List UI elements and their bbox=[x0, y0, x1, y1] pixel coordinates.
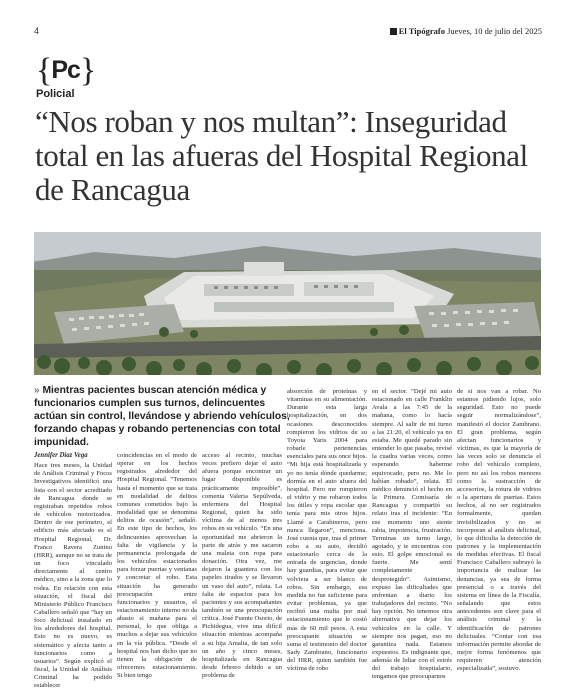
lead-arrow: » bbox=[34, 385, 40, 396]
section-name: Policial bbox=[36, 88, 75, 100]
brace-open: { bbox=[36, 52, 52, 89]
column-text-5: en el sector. “Dejé mi auto estacionado en calle Franklin Avala a las 7:45 de la mañana, como lo hacía siempre. Al salir de mi turno a las 21:20, el vehículo ya no estaba. Me quedé parado sin entender lo que pasaba, revisé la cuadra varias veces, como esperando haberme equivocado, pero no. Me lo habían robado”, relata. El médico denunció el hecho en la Primera Comisaría de Rancagua y compartió su relato tras el incidente: “En ese momento uno siente rabia, impotencia, frustración. Terminas un turno largo, agotado, y te encuentras con esto. El golpe emocional es fuerte. Me sentí completamente desprotegido”. Asimismo, expuso las dificultades que enfrentan a diario los trabajadores del recinto. “No hay opción. No tenemos otra alternativa que dejar los vehículos en la calle. Y siempre nos pagan, eso no garantiza nada. Estamos expuestos. Es indignante que, además de lidiar con el estrés del trabajo hospitalario, tengamos que preocuparnos bbox=[372, 388, 452, 681]
article-column-3 bbox=[202, 452, 282, 680]
column-text-4: absorción de proteínas y vitaminas en su alimentación. Durante esta larga hospitalización, en dos ocasiones desconocidos rompieron los vidrios de su Toyota Yaris 2004 para robarle pertenencias esenciales para sus once hijos. “Mi hija está hospitalizada y yo no tenía dónde quedarme; dormía en el auto afuera del hospital. Pero me rompieron el vidrio y me robaron todos los útiles y ropa escolar que tenía para mis otros hijos. Llamé a Carabineros, pero nunca llegaron”, menciona. José cuenta que, tras el primer robo a su auto, decidió estacionarlo cerca de la entrada de urgencias, donde hay guardias, para evitar que volviera a ser blanco de robos. Sin embargo, esa medida no fue suficiente para evitar problemas, ya que recibió una multa por mal estacionamiento que le costó más de 60 mil pesos. A esta preocupante situación se suma el testimonio del doctor Sady Zambrano, funcionario del HRR, quien también fue víctima de robo bbox=[287, 388, 368, 673]
byline: Jennifer Díaz Vega bbox=[34, 452, 88, 459]
article-column-2 bbox=[117, 452, 197, 680]
newspaper-logo-icon bbox=[390, 28, 397, 35]
article-headline: “Nos roban y nos multan”: Inseguridad total en las afueras del Hospital Regional de Rancagua bbox=[35, 104, 528, 207]
hospital-aerial-photo bbox=[34, 232, 541, 375]
section-label bbox=[36, 54, 95, 100]
article-lead bbox=[34, 384, 296, 449]
lead-text: Mientras pacientes buscan atención médica y funcionarios cumplen sus turnos, delincuentes actúan sin control, llevándose y abriendo vehículos, forzando chapas y robando pertenencias con total impunidad. bbox=[34, 385, 290, 448]
column-text-1: Hace tres meses, la Unidad de Análisis Criminal y Focos Investigativos identificó una lista con el sector acreditado de Rancagua donde se registraban repetidos robos de vehículos motorizados. Dentro de ese perímetro, el edificio más afectado es el Hospital Regional, Dr. Franco Ravera Zunino (HRR), aunque no se trata de un foco vinculado directamente al centro médico, sino a la zona que lo rodea. En relación con esta situación, el fiscal del Ministerio Público Francisco Caballero señaló que “hay un foco delictual instalado en los alrededores del hospital. Esto no es nuevo, es sistemático y afecta tanto a funcionarios como a usuarios”. Según explicó el fiscal, la Unidad de Análisis Criminal ha podido establecer bbox=[34, 462, 112, 690]
page-date: Jueves, 10 de julio del 2025 bbox=[447, 26, 542, 36]
page-number: 4 bbox=[34, 26, 40, 36]
masthead bbox=[390, 26, 542, 36]
article-column-4 bbox=[287, 388, 367, 673]
column-text-2: coincidencias en el modo de operar en los hechos registrados alrededor del Hospital Regional. “Tenemos hasta el momento que se trata en modalidad de delitos comunes cometidos bajo la modalidad que se denomina delitos de ocasión”, señaló. En este tipo de hechos, los delincuentes aprovechan la falta de vigilancia y la permanencia prolongada de los vehículos estacionados para forzar puertas y ventanas y concretar el robo. Esta situación ha generado preocupación entre funcionarios y usuarios, el estacionamiento interno no da abasto si mañana para el personal, lo que obliga a muchos a dejar sus vehículos en la vía pública. “Desde el hospital nos han dicho que no tienen la obligación de ofrecernos estacionamiento. Si bien tengo bbox=[117, 452, 197, 680]
column-text-6: de si nos van a robar. No estamos pidiendo lujos, solo seguridad. Esto no puede seguir normalizándose”, manifestó el doctor Zambrano. El gran problema, según afectan funcionarios y víctimas, es que la mayoría de las veces solo se denuncia el robo del vehículo completo, pero no así los robos menores como la sustracción de accesorios, la rotura de vidrios o la apertura de puertas. Estos hechos, al no ser registrados formalmente, quedan invisibilizados y no se incorporan al análisis delictual, lo que dificulta la detección de patrones y la implementación de medidas efectivas. El fiscal Francisco Caballero subrayó la importancia de realizar las denuncias, ya sea de forma presencial o a través del sistema en línea de la Fiscalía, señalando que estos antecedentes son clave para el análisis criminal y la identificación de patrones delictuales. “Contar con esa información permite abordar de mejor forma fenómenos que requieren atención especializada”, sostuvo. bbox=[457, 388, 541, 673]
masthead-title: El Tipógrafo bbox=[398, 26, 445, 36]
section-tag bbox=[36, 54, 95, 87]
article-column-6 bbox=[457, 388, 541, 673]
article-column-5 bbox=[372, 388, 452, 682]
column-text-3: acceso al recinto, muchas veces prefiero dejar el auto afuera porque encontrar un lugar disponible es prácticamente imposible”, comenta Valeria Sepúlveda, enfermera del Hospital Regional, quien ha sido víctima de al menos tres robos en su vehículo. “En una oportunidad me abrieron la parte de atrás y me sacaron una maleta con ropa para donación. Otra vez, me dejaron la guantera con los papeles tirados y se llevaron un vaso del auto”, relata. La falta de espacios para los pacientes y sus acompañantes también se una preocupación crítica. José Fuente Osorio, de Pichidegua, vive una difícil situación mientras acompaña a su hija Amalia, de tan solo un año y cinco meses, hospitalizada en Rancagua desde febrero debido a un problema de bbox=[202, 452, 282, 680]
page-header bbox=[34, 24, 542, 38]
section-code: Pc bbox=[51, 56, 80, 84]
brace-close: } bbox=[79, 52, 96, 89]
article-column-1 bbox=[34, 452, 112, 691]
